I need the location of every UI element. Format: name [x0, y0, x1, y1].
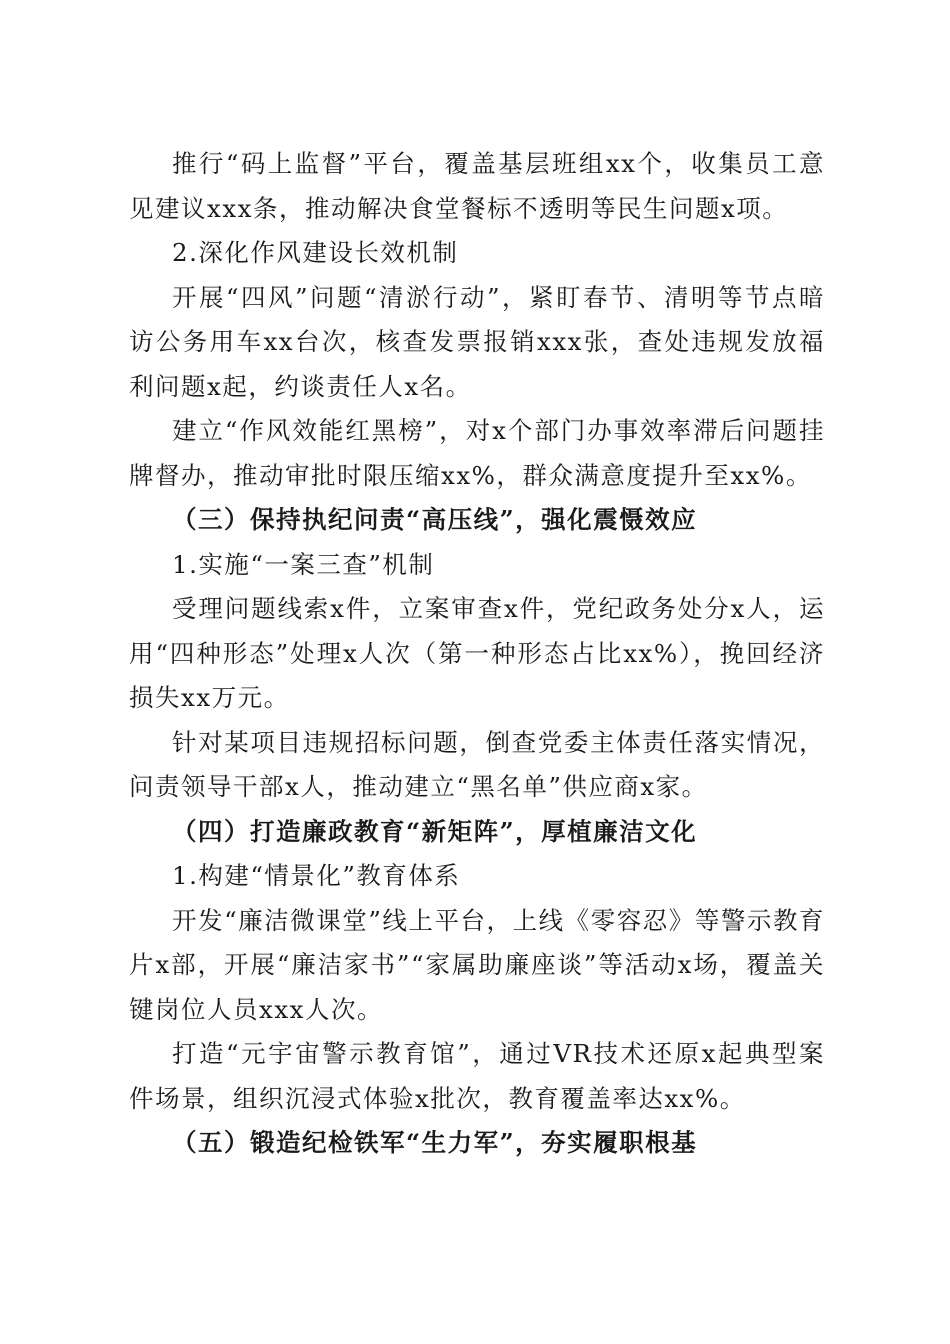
- section-heading-four: （四）打造廉政教育“新矩阵”，厚植廉洁文化: [172, 816, 698, 846]
- paragraph-integrity-microclass: 开发“廉洁微课堂”线上平台，上线《零容忍》等警示教育片x部，开展“廉洁家书”“家属助廉座谈”等活动x场，覆盖关键岗位人员xxx人次。: [129, 905, 825, 1024]
- document-body: [129, 142, 825, 1166]
- section-heading-three: （三）保持执纪问责“高压线”，强化震慑效应: [172, 505, 698, 534]
- paragraph-bidding-accountability: 针对某项目违规招标问题，倒查党委主体责任落实情况，问责领导干部x人，推动建立“黑名单”供应商x家。: [129, 727, 825, 801]
- subheading-work-style-mechanism: 2.深化作风建设长效机制: [172, 238, 459, 267]
- paragraph-red-black-list: 建立“作风效能红黑榜”，对x个部门办事效率滞后问题挂牌督办，推动审批时限压缩xx%，群众满意度提升至xx%。: [129, 416, 825, 490]
- section-heading-five: （五）锻造纪检铁军“生力军”，夯实履职根基: [172, 1128, 698, 1157]
- paragraph-code-supervision: 推行“码上监督”平台，覆盖基层班组xx个，收集员工意见建议xxx条，推动解决食堂餐标不透明等民生问题x项。: [129, 149, 825, 223]
- paragraph-case-handling: 受理问题线索x件，立案审查x件，党纪政务处分x人，运用“四种形态”处理x人次（第一种形态占比xx%），挽回经济损失xx万元。: [129, 594, 825, 712]
- subheading-one-case-three-checks: 1.实施“一案三查”机制: [172, 549, 435, 579]
- paragraph-metaverse-hall: 打造“元宇宙警示教育馆”，通过VR技术还原x起典型案件场景，组织沉浸式体验x批次，教育覆盖率达xx%。: [129, 1039, 825, 1113]
- subheading-scenario-education: 1.构建“情景化”教育体系: [172, 861, 461, 890]
- paragraph-four-winds: 开展“四风”问题“清淤行动”，紧盯春节、清明等节点暗访公务用车xx台次，核查发票报销xxx张，查处违规发放福利问题x起，约谈责任人x名。: [129, 282, 825, 401]
